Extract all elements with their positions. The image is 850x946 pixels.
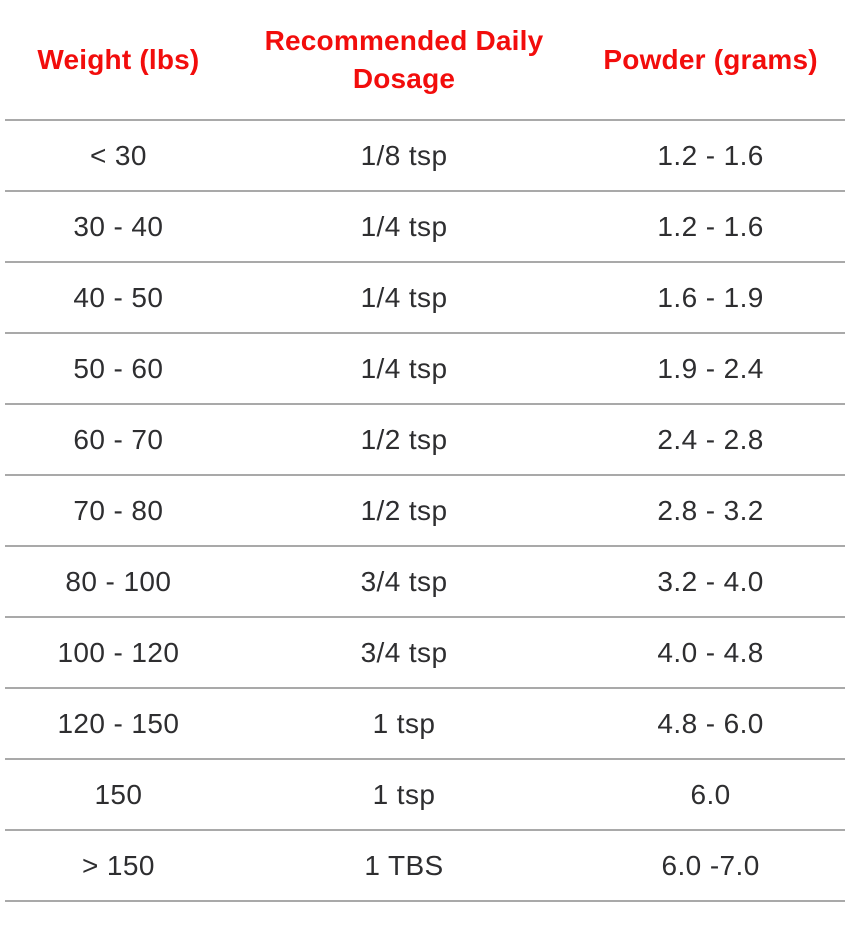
cell-weight: < 30 <box>5 120 232 191</box>
cell-powder: 3.2 - 4.0 <box>576 546 845 617</box>
cell-powder: 1.9 - 2.4 <box>576 333 845 404</box>
cell-powder: 2.4 - 2.8 <box>576 404 845 475</box>
table-row <box>5 262 845 333</box>
table-row <box>5 759 845 830</box>
cell-dosage: 1/4 tsp <box>232 262 576 333</box>
cell-dosage: 1 tsp <box>232 759 576 830</box>
cell-weight: 60 - 70 <box>5 404 232 475</box>
table-header <box>5 0 845 120</box>
cell-dosage: 1 tsp <box>232 688 576 759</box>
header-weight: Weight (lbs) <box>37 43 200 75</box>
dosage-table <box>5 0 845 902</box>
cell-dosage: 1/4 tsp <box>232 191 576 262</box>
cell-powder: 4.0 - 4.8 <box>576 617 845 688</box>
table-row <box>5 617 845 688</box>
table-row <box>5 475 845 546</box>
cell-weight: 120 - 150 <box>5 688 232 759</box>
cell-powder: 2.8 - 3.2 <box>576 475 845 546</box>
cell-weight: 80 - 100 <box>5 546 232 617</box>
table-row <box>5 191 845 262</box>
table-row <box>5 333 845 404</box>
header-dosage: Recommended Daily Dosage <box>264 24 544 94</box>
table-row <box>5 546 845 617</box>
cell-weight: 70 - 80 <box>5 475 232 546</box>
table-row <box>5 404 845 475</box>
cell-dosage: 1 TBS <box>232 830 576 901</box>
cell-dosage: 1/4 tsp <box>232 333 576 404</box>
table-row <box>5 830 845 901</box>
table-row <box>5 120 845 191</box>
cell-weight: 50 - 60 <box>5 333 232 404</box>
cell-powder: 1.6 - 1.9 <box>576 262 845 333</box>
header-row <box>5 0 845 120</box>
cell-powder: 1.2 - 1.6 <box>576 120 845 191</box>
header-powder: Powder (grams) <box>603 43 818 75</box>
cell-weight: 100 - 120 <box>5 617 232 688</box>
cell-dosage: 3/4 tsp <box>232 617 576 688</box>
cell-weight: 40 - 50 <box>5 262 232 333</box>
cell-powder: 6.0 <box>576 759 845 830</box>
cell-weight: > 150 <box>5 830 232 901</box>
cell-weight: 30 - 40 <box>5 191 232 262</box>
cell-dosage: 3/4 tsp <box>232 546 576 617</box>
cell-powder: 1.2 - 1.6 <box>576 191 845 262</box>
cell-weight: 150 <box>5 759 232 830</box>
cell-powder: 4.8 - 6.0 <box>576 688 845 759</box>
cell-powder: 6.0 -7.0 <box>576 830 845 901</box>
cell-dosage: 1/8 tsp <box>232 120 576 191</box>
table-body <box>5 120 845 901</box>
cell-dosage: 1/2 tsp <box>232 475 576 546</box>
cell-dosage: 1/2 tsp <box>232 404 576 475</box>
table-row <box>5 688 845 759</box>
